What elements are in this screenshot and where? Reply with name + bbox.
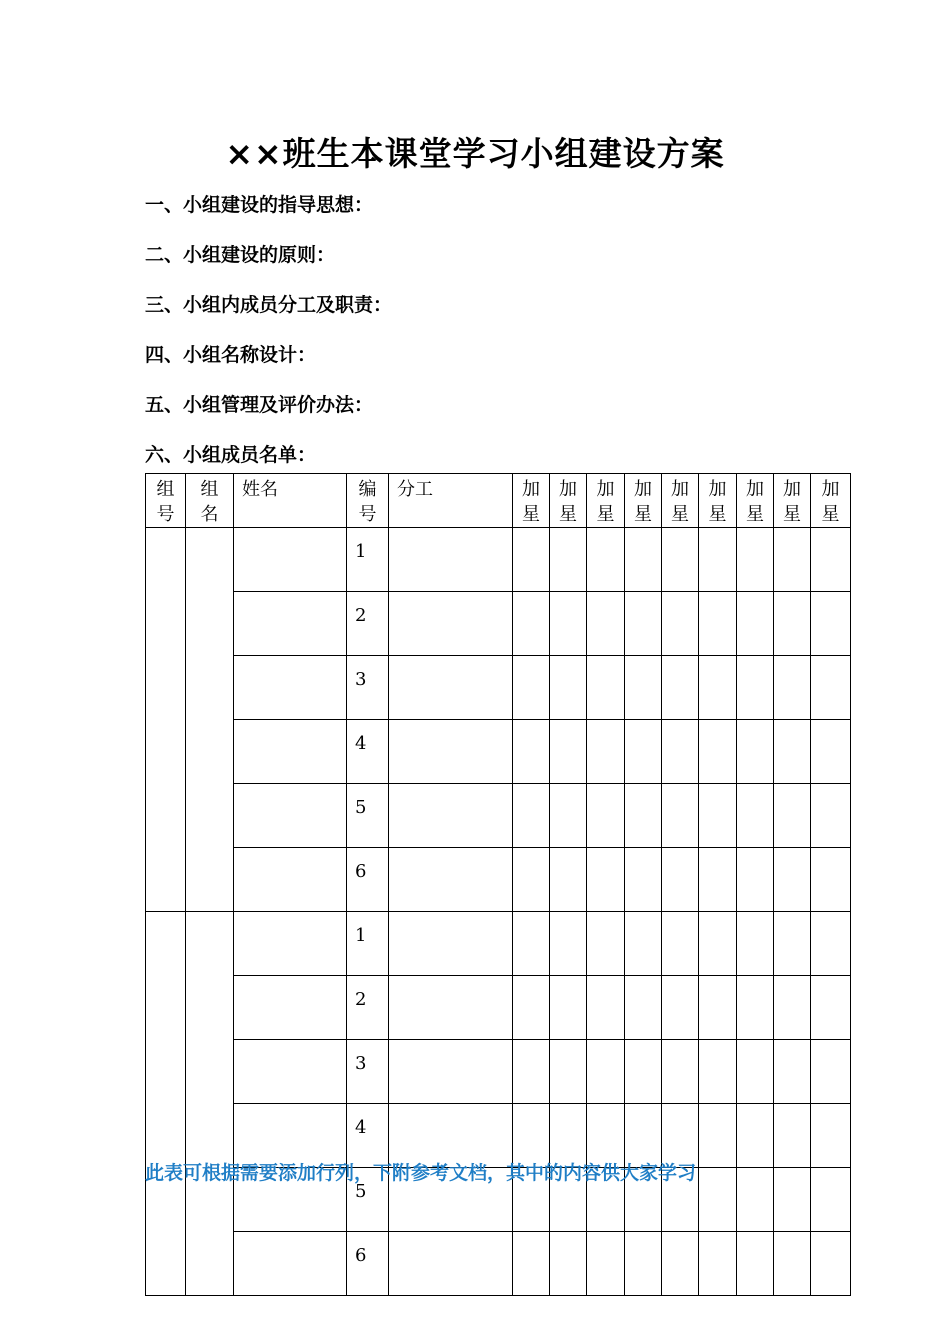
- section-heading-roles-duties: 三、小组内成员分工及职责：: [145, 294, 393, 316]
- star-cell[interactable]: [550, 976, 587, 1040]
- star-cell[interactable]: [774, 912, 811, 976]
- star-cell[interactable]: [699, 848, 737, 912]
- star-cell[interactable]: [550, 1040, 587, 1104]
- star-cell[interactable]: [811, 912, 851, 976]
- star-cell[interactable]: [662, 1040, 699, 1104]
- header-group-no: 组号: [146, 474, 186, 528]
- star-cell[interactable]: [737, 656, 774, 720]
- star-cell[interactable]: [737, 1104, 774, 1168]
- star-cell[interactable]: [811, 720, 851, 784]
- star-cell[interactable]: [662, 592, 699, 656]
- star-cell[interactable]: [513, 784, 550, 848]
- member-name-cell[interactable]: [234, 976, 347, 1040]
- table-row: [146, 1040, 851, 1104]
- member-number-cell: 1: [347, 528, 389, 592]
- star-cell[interactable]: [550, 528, 587, 592]
- star-cell[interactable]: [662, 720, 699, 784]
- star-cell[interactable]: [625, 528, 662, 592]
- star-cell[interactable]: [737, 720, 774, 784]
- member-number-cell: 3: [347, 1040, 389, 1104]
- star-cell[interactable]: [811, 1104, 851, 1168]
- table-header-row: [146, 474, 851, 528]
- group-name-cell[interactable]: [186, 528, 234, 912]
- star-cell[interactable]: [811, 528, 851, 592]
- group-no-cell[interactable]: [146, 528, 186, 912]
- member-role-cell[interactable]: [389, 848, 513, 912]
- star-cell[interactable]: [513, 848, 550, 912]
- member-number-cell: 5: [347, 784, 389, 848]
- star-cell[interactable]: [699, 1040, 737, 1104]
- star-cell[interactable]: [699, 1168, 737, 1232]
- table-row: [146, 976, 851, 1040]
- star-cell[interactable]: [811, 976, 851, 1040]
- star-cell[interactable]: [699, 1104, 737, 1168]
- star-cell[interactable]: [625, 1232, 662, 1296]
- star-cell[interactable]: [811, 848, 851, 912]
- member-role-cell[interactable]: [389, 976, 513, 1040]
- member-number-cell: 6: [347, 848, 389, 912]
- star-cell[interactable]: [811, 1232, 851, 1296]
- member-number-cell: 2: [347, 592, 389, 656]
- star-cell[interactable]: [587, 784, 625, 848]
- star-cell[interactable]: [699, 784, 737, 848]
- star-cell[interactable]: [774, 784, 811, 848]
- star-cell[interactable]: [737, 528, 774, 592]
- star-cell[interactable]: [550, 1232, 587, 1296]
- star-cell[interactable]: [699, 976, 737, 1040]
- star-cell[interactable]: [662, 848, 699, 912]
- member-name-cell[interactable]: [234, 848, 347, 912]
- star-cell[interactable]: [774, 1232, 811, 1296]
- table-note: 此表可根据需要添加行列，下附参考文档，其中的内容供大家学习: [145, 1162, 697, 1184]
- member-role-cell[interactable]: [389, 592, 513, 656]
- star-cell[interactable]: [811, 592, 851, 656]
- star-cell[interactable]: [587, 528, 625, 592]
- star-cell[interactable]: [662, 656, 699, 720]
- star-cell[interactable]: [587, 656, 625, 720]
- header-star-9: 加星: [811, 474, 851, 528]
- star-cell[interactable]: [625, 592, 662, 656]
- star-cell[interactable]: [587, 1232, 625, 1296]
- member-name-cell[interactable]: [234, 784, 347, 848]
- star-cell[interactable]: [699, 656, 737, 720]
- member-name-cell[interactable]: [234, 592, 347, 656]
- member-name-cell[interactable]: [234, 912, 347, 976]
- star-cell[interactable]: [550, 912, 587, 976]
- star-cell[interactable]: [625, 656, 662, 720]
- table-row: [146, 1232, 851, 1296]
- star-cell[interactable]: [737, 1168, 774, 1232]
- member-number-cell: 3: [347, 656, 389, 720]
- header-star-8: 加星: [774, 474, 811, 528]
- star-cell[interactable]: [774, 1104, 811, 1168]
- star-cell[interactable]: [662, 912, 699, 976]
- star-cell[interactable]: [774, 528, 811, 592]
- star-cell[interactable]: [811, 784, 851, 848]
- star-cell[interactable]: [737, 592, 774, 656]
- star-cell[interactable]: [550, 656, 587, 720]
- star-cell[interactable]: [774, 976, 811, 1040]
- star-cell[interactable]: [662, 976, 699, 1040]
- star-cell[interactable]: [625, 720, 662, 784]
- star-cell[interactable]: [699, 528, 737, 592]
- page-title: ××班生本课堂学习小组建设方案: [225, 134, 725, 173]
- group-no-cell[interactable]: [146, 912, 186, 1296]
- member-name-cell[interactable]: [234, 1232, 347, 1296]
- star-cell[interactable]: [625, 1040, 662, 1104]
- star-cell[interactable]: [513, 720, 550, 784]
- member-number-cell: 2: [347, 976, 389, 1040]
- header-star-5: 加星: [662, 474, 699, 528]
- star-cell[interactable]: [774, 848, 811, 912]
- star-cell[interactable]: [737, 784, 774, 848]
- member-role-cell[interactable]: [389, 1040, 513, 1104]
- star-cell[interactable]: [699, 1232, 737, 1296]
- group-name-cell[interactable]: [186, 912, 234, 1296]
- member-role-cell[interactable]: [389, 912, 513, 976]
- star-cell[interactable]: [811, 656, 851, 720]
- member-number-cell: 1: [347, 912, 389, 976]
- star-cell[interactable]: [737, 976, 774, 1040]
- table-row: [146, 528, 851, 592]
- section-heading-guiding-ideology: 一、小组建设的指导思想：: [145, 194, 374, 216]
- star-cell[interactable]: [774, 1040, 811, 1104]
- star-cell[interactable]: [699, 592, 737, 656]
- star-cell[interactable]: [550, 784, 587, 848]
- table-row: [146, 784, 851, 848]
- star-cell[interactable]: [662, 1232, 699, 1296]
- section-heading-member-list: 六、小组成员名单：: [145, 444, 317, 466]
- star-cell[interactable]: [737, 1040, 774, 1104]
- table-row: [146, 656, 851, 720]
- header-name: 姓名: [234, 474, 347, 528]
- star-cell[interactable]: [811, 1168, 851, 1232]
- member-role-cell[interactable]: [389, 720, 513, 784]
- section-heading-group-naming: 四、小组名称设计：: [145, 344, 317, 366]
- section-heading-management-evaluation: 五、小组管理及评价办法：: [145, 394, 374, 416]
- header-star-2: 加星: [550, 474, 587, 528]
- star-cell[interactable]: [513, 656, 550, 720]
- star-cell[interactable]: [587, 976, 625, 1040]
- star-cell[interactable]: [774, 592, 811, 656]
- star-cell[interactable]: [774, 656, 811, 720]
- member-name-cell[interactable]: [234, 720, 347, 784]
- member-number-cell: 4: [347, 1104, 389, 1168]
- section-heading-principles: 二、小组建设的原则：: [145, 244, 336, 266]
- star-cell[interactable]: [811, 1040, 851, 1104]
- star-cell[interactable]: [587, 720, 625, 784]
- header-star-1: 加星: [513, 474, 550, 528]
- member-number-cell: 5: [347, 1168, 389, 1232]
- star-cell[interactable]: [587, 592, 625, 656]
- header-star-4: 加星: [625, 474, 662, 528]
- star-cell[interactable]: [737, 1232, 774, 1296]
- star-cell[interactable]: [587, 1040, 625, 1104]
- star-cell[interactable]: [625, 784, 662, 848]
- member-name-cell[interactable]: [234, 528, 347, 592]
- star-cell[interactable]: [774, 720, 811, 784]
- table-row: [146, 848, 851, 912]
- star-cell[interactable]: [625, 976, 662, 1040]
- member-role-cell[interactable]: [389, 656, 513, 720]
- star-cell[interactable]: [699, 720, 737, 784]
- star-cell[interactable]: [625, 912, 662, 976]
- table-row: [146, 720, 851, 784]
- star-cell[interactable]: [774, 1168, 811, 1232]
- star-cell[interactable]: [550, 592, 587, 656]
- star-cell[interactable]: [550, 848, 587, 912]
- star-cell[interactable]: [587, 848, 625, 912]
- star-cell[interactable]: [513, 1040, 550, 1104]
- header-star-3: 加星: [587, 474, 625, 528]
- star-cell[interactable]: [587, 912, 625, 976]
- star-cell[interactable]: [699, 912, 737, 976]
- header-star-6: 加星: [699, 474, 737, 528]
- table-row: [146, 912, 851, 976]
- star-cell[interactable]: [625, 848, 662, 912]
- star-cell[interactable]: [513, 912, 550, 976]
- header-role: 分工: [389, 474, 513, 528]
- star-cell[interactable]: [550, 720, 587, 784]
- star-cell[interactable]: [737, 912, 774, 976]
- member-role-cell[interactable]: [389, 784, 513, 848]
- star-cell[interactable]: [513, 592, 550, 656]
- member-number-cell: 6: [347, 1232, 389, 1296]
- header-group-name: 组名: [186, 474, 234, 528]
- member-name-cell[interactable]: [234, 1040, 347, 1104]
- header-star-7: 加星: [737, 474, 774, 528]
- member-role-cell[interactable]: [389, 528, 513, 592]
- star-cell[interactable]: [513, 528, 550, 592]
- member-role-cell[interactable]: [389, 1232, 513, 1296]
- table-row: [146, 592, 851, 656]
- star-cell[interactable]: [513, 1232, 550, 1296]
- member-name-cell[interactable]: [234, 656, 347, 720]
- star-cell[interactable]: [513, 976, 550, 1040]
- star-cell[interactable]: [662, 784, 699, 848]
- star-cell[interactable]: [662, 528, 699, 592]
- member-number-cell: 4: [347, 720, 389, 784]
- star-cell[interactable]: [737, 848, 774, 912]
- header-member-no: 编号: [347, 474, 389, 528]
